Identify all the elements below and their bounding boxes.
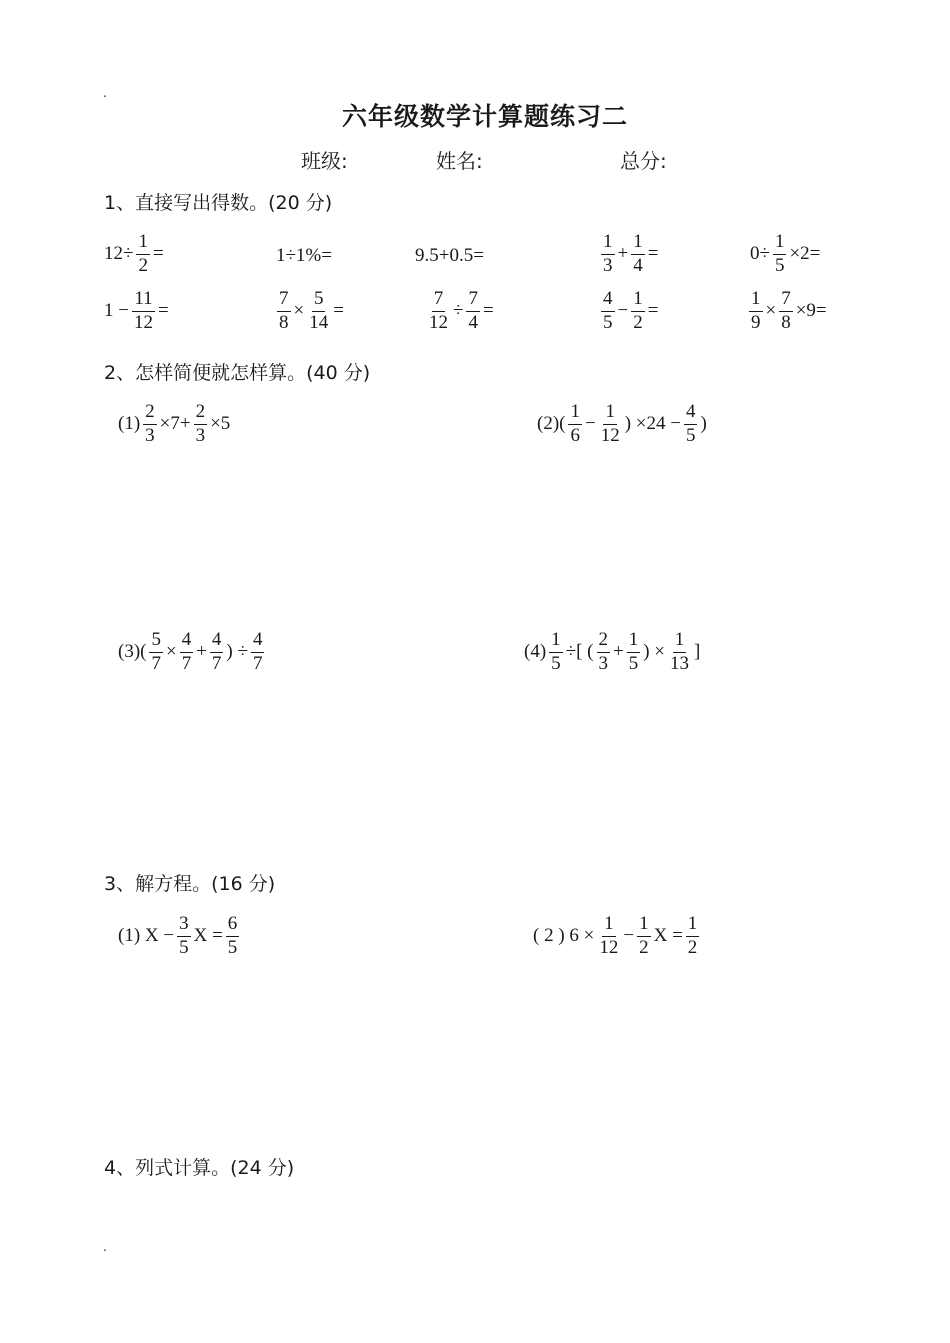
corner-mark-top: .: [103, 86, 107, 100]
expr-text: 9.5+0.5=: [415, 245, 484, 266]
expr-text: ×: [293, 300, 305, 322]
fraction-numerator: 1: [631, 232, 645, 255]
fraction-denominator: 12: [599, 936, 619, 958]
fraction-denominator: 4: [633, 254, 643, 276]
expr-text: −: [584, 413, 596, 435]
fraction-numerator: 1: [686, 914, 700, 937]
oral-problem: [104, 232, 164, 277]
fraction: [597, 630, 611, 675]
expr-text: =: [647, 300, 659, 322]
fraction: [427, 289, 450, 334]
expr-text: ) ×24 −: [624, 413, 681, 435]
fraction-numerator: 4: [684, 402, 698, 425]
expr-text: ) ×: [643, 641, 666, 663]
fraction-numerator: 1: [568, 402, 582, 425]
fraction-denominator: 7: [211, 652, 222, 674]
expr-text: 0÷: [750, 243, 770, 265]
fraction-numerator: 1: [549, 630, 563, 653]
simplify-problem-2: [537, 402, 707, 447]
fraction: [631, 232, 645, 277]
section-3-heading: 3、解方程。(16 分): [104, 873, 276, 895]
equation-2: [533, 914, 702, 959]
expr-text: ×9=: [795, 300, 827, 322]
simplify-problem-4: [524, 630, 700, 675]
fraction-numerator: 1: [749, 289, 763, 312]
expr-text: (4): [524, 641, 547, 663]
fraction-denominator: 5: [227, 936, 238, 958]
oral-problem: [274, 289, 344, 334]
fraction-numerator: 7: [466, 289, 480, 312]
fraction-denominator: 2: [633, 311, 643, 333]
fraction: [549, 630, 563, 675]
oral-problem: [276, 245, 332, 267]
fraction-numerator: 4: [251, 630, 265, 653]
fraction-denominator: 5: [774, 254, 785, 276]
oral-problem: [750, 232, 820, 277]
class-label: 班级:: [301, 149, 348, 173]
expr-text: X =: [653, 925, 683, 947]
fraction-numerator: 5: [149, 630, 163, 653]
fraction-numerator: 1: [773, 232, 787, 255]
fraction: [631, 289, 645, 334]
expr-text: −: [623, 925, 635, 947]
fraction-denominator: 4: [468, 311, 478, 333]
expr-text: =: [647, 243, 659, 265]
expr-text: ): [700, 413, 707, 435]
fraction-denominator: 2: [687, 936, 698, 958]
expr-text: =: [157, 300, 169, 322]
expr-text: =: [152, 243, 164, 265]
fraction: [136, 232, 150, 277]
fraction-denominator: 5: [628, 652, 639, 674]
fraction: [177, 914, 191, 959]
expr-text: ×5: [210, 413, 231, 435]
fraction-denominator: 7: [151, 652, 161, 674]
oral-problem: [415, 245, 484, 267]
expr-text: ÷: [453, 300, 464, 322]
fraction: [637, 914, 651, 959]
oral-problem: [424, 289, 494, 334]
fraction-numerator: 2: [597, 630, 611, 653]
fraction-denominator: 2: [639, 936, 649, 958]
fraction: [779, 289, 793, 334]
fraction: [194, 402, 208, 447]
expr-text: X =: [193, 925, 223, 947]
fraction: [601, 232, 615, 277]
fraction-numerator: 2: [194, 402, 208, 425]
name-label: 姓名:: [436, 149, 483, 173]
expr-text: +: [196, 641, 207, 663]
fraction-numerator: 1: [601, 232, 615, 255]
expr-text: ) ÷: [226, 641, 248, 663]
fraction: [149, 630, 163, 675]
fraction-denominator: 5: [179, 936, 189, 958]
fraction-denominator: 3: [603, 254, 613, 276]
expr-text: ÷[ (: [565, 641, 594, 663]
fraction: [210, 630, 224, 675]
fraction-denominator: 8: [781, 311, 791, 333]
fraction: [466, 289, 480, 334]
fraction: [597, 914, 620, 959]
fraction-denominator: 6: [570, 424, 580, 446]
expr-text: =: [333, 300, 344, 322]
expr-text: =: [482, 300, 494, 322]
fraction: [686, 914, 700, 959]
expr-text: ×: [165, 641, 177, 663]
fraction-numerator: 1: [603, 402, 617, 425]
equation-1: [118, 914, 242, 959]
fraction-denominator: 5: [551, 652, 561, 674]
fraction-numerator: 1: [631, 289, 645, 312]
expr-text: (1): [118, 413, 141, 435]
fraction: [684, 402, 698, 447]
section-4-heading: 4、列式计算。(24 分): [104, 1157, 295, 1179]
simplify-problem-3: [118, 630, 267, 675]
fraction-numerator: 1: [136, 232, 150, 255]
fraction-numerator: 4: [601, 289, 615, 312]
fraction: [749, 289, 763, 334]
fraction-denominator: 7: [181, 652, 192, 674]
fraction-numerator: 5: [312, 289, 326, 312]
expr-text: ×7+: [159, 413, 191, 435]
fraction: [277, 289, 291, 334]
expr-text: (3)(: [118, 641, 147, 663]
expr-text: ×: [765, 300, 777, 322]
fraction-numerator: 2: [143, 402, 157, 425]
fraction: [773, 232, 787, 277]
oral-problem: [598, 289, 658, 334]
fraction-denominator: 3: [195, 424, 206, 446]
fraction-numerator: 7: [432, 289, 446, 312]
fraction-numerator: 1: [627, 630, 641, 653]
expr-text: ]: [694, 641, 701, 663]
fraction-denominator: 3: [145, 424, 155, 446]
expr-text: ( 2 ) 6 ×: [533, 925, 595, 947]
fraction: [627, 630, 641, 675]
fraction-numerator: 3: [177, 914, 191, 937]
fraction-denominator: 12: [600, 424, 620, 446]
expr-text: (1) X −: [118, 925, 175, 947]
expr-text: (2)(: [537, 413, 566, 435]
oral-problem: [746, 289, 827, 334]
expr-text: ×2=: [789, 243, 821, 265]
corner-mark-bottom: .: [103, 1240, 107, 1254]
fraction: [568, 402, 582, 447]
fraction: [668, 630, 691, 675]
fraction-numerator: 6: [226, 914, 240, 937]
fraction: [180, 630, 194, 675]
expr-text: +: [617, 243, 629, 265]
fraction-denominator: 9: [751, 311, 761, 333]
fraction-denominator: 12: [133, 311, 153, 333]
oral-problem: [598, 232, 658, 277]
expr-text: −: [617, 300, 629, 322]
fraction-numerator: 7: [779, 289, 793, 312]
fraction-denominator: 2: [138, 254, 148, 276]
fraction-denominator: 5: [685, 424, 696, 446]
expr-text: 12÷: [104, 243, 134, 265]
section-2-heading: 2、怎样简便就怎样算。(40 分): [104, 362, 371, 384]
fraction: [226, 914, 240, 959]
fraction: [251, 630, 265, 675]
fraction-denominator: 5: [603, 311, 613, 333]
fraction: [132, 289, 155, 334]
fraction-denominator: 13: [670, 652, 690, 674]
fraction: [143, 402, 157, 447]
expr-text: +: [613, 641, 624, 663]
fraction-denominator: 12: [429, 311, 448, 333]
fraction-numerator: 1: [637, 914, 651, 937]
fraction: [307, 289, 330, 334]
score-label: 总分:: [620, 149, 667, 173]
fraction: [599, 402, 622, 447]
fraction-numerator: 4: [180, 630, 194, 653]
fraction-numerator: 4: [210, 630, 224, 653]
fraction-numerator: 11: [132, 289, 154, 312]
fraction-denominator: 3: [598, 652, 608, 674]
fraction-numerator: 1: [673, 630, 687, 653]
fraction-denominator: 14: [309, 311, 329, 333]
fraction-denominator: 8: [279, 311, 289, 333]
fraction: [601, 289, 615, 334]
section-1-heading: 1、直接写出得数。(20 分): [104, 192, 333, 214]
oral-problem: [104, 289, 169, 334]
expr-text: 1 −: [104, 300, 129, 322]
fraction-denominator: 7: [252, 652, 263, 674]
fraction-numerator: 7: [277, 289, 291, 312]
expr-text: 1÷1%=: [276, 245, 332, 266]
simplify-problem-1: [118, 402, 230, 447]
page-title: 六年级数学计算题练习二: [341, 102, 628, 131]
fraction-numerator: 1: [602, 914, 616, 937]
